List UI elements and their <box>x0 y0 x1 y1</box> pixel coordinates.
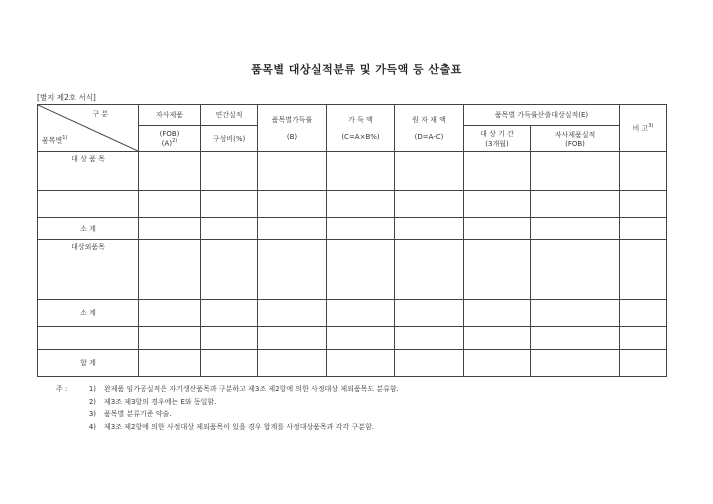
table-cell[interactable] <box>620 327 667 350</box>
table-cell[interactable] <box>139 152 201 191</box>
table-cell[interactable] <box>201 152 258 191</box>
header-own-performance: 자사제품실적 (FOB) <box>531 126 620 152</box>
table-cell[interactable] <box>531 300 620 327</box>
table-cell[interactable] <box>531 240 620 300</box>
table-cell[interactable] <box>620 240 667 300</box>
form-number: [별지 제2호 서식] <box>37 93 96 102</box>
footnote-head: 주 : <box>56 385 68 393</box>
footnote-text: 제3조 제2항에 의한 사정대상 제외품목이 있을 경우 합계를 사정대상품목과 각각 구분함. <box>104 422 375 431</box>
header-remarks: 비 고$^{3)}$ <box>620 105 667 152</box>
header-item-rate: 품목별가득률 (B) <box>258 105 327 152</box>
header-category: 구 분 <box>92 110 108 118</box>
table-cell[interactable] <box>531 218 620 240</box>
table-cell[interactable] <box>258 240 327 300</box>
table-cell[interactable] <box>258 350 327 377</box>
row-target-items-label: 대 상 품 목 <box>38 152 139 191</box>
header-composition: 구성비(%) <box>201 126 258 152</box>
table-cell[interactable] <box>620 300 667 327</box>
footnote-number: 2) <box>88 397 96 406</box>
header-target-period: 대 상 기 간 (3개월) <box>464 126 531 152</box>
header-own-products: 자사제품 <box>139 105 201 126</box>
table-cell[interactable] <box>139 350 201 377</box>
table-cell[interactable] <box>327 300 395 327</box>
table-cell[interactable] <box>395 300 464 327</box>
table-cell[interactable] <box>464 327 531 350</box>
row-non-target-items-label: 대상외품목 <box>38 240 139 300</box>
table-cell[interactable] <box>464 300 531 327</box>
table-cell[interactable] <box>258 327 327 350</box>
table-cell[interactable] <box>620 350 667 377</box>
table-cell[interactable] <box>327 327 395 350</box>
row-total-label: 합 계 <box>38 350 139 377</box>
table-cell[interactable] <box>327 350 395 377</box>
table-cell[interactable] <box>258 300 327 327</box>
table-cell[interactable] <box>201 218 258 240</box>
table-cell[interactable] <box>395 327 464 350</box>
header-item: 품목별$^{1)}$ <box>42 134 68 144</box>
header-own-products-fob: (FOB) $(A)^{2)}$ <box>139 126 201 152</box>
footnote-text: 품목별 분류기준 약술. <box>104 410 172 418</box>
table-cell[interactable] <box>139 218 201 240</box>
footnote-number: 4) <box>88 422 96 431</box>
table-cell[interactable] <box>620 218 667 240</box>
header-corner-cell <box>38 105 139 152</box>
table-cell[interactable] <box>464 218 531 240</box>
header-material-amount: 원 자 재 액 (D=A-C) <box>395 105 464 152</box>
row-subtotal-label: 소 계 <box>38 218 139 240</box>
table-cell[interactable] <box>201 191 258 218</box>
table-cell[interactable] <box>201 240 258 300</box>
table-cell[interactable] <box>531 327 620 350</box>
header-annual-performance: 연간실적 <box>201 105 258 126</box>
table-cell[interactable] <box>395 240 464 300</box>
table-cell[interactable] <box>139 327 201 350</box>
table-cell[interactable] <box>327 218 395 240</box>
footnote-number: 1) <box>88 385 96 393</box>
table-cell[interactable] <box>464 350 531 377</box>
row-blank-label <box>38 327 139 350</box>
table-cell[interactable] <box>258 191 327 218</box>
page-title: 품목별 대상실적분류 및 가득액 등 산출표 <box>251 63 462 76</box>
footnote-text: 제3조 제3항의 경우에는 E와 동일함. <box>104 397 217 406</box>
table-cell[interactable] <box>620 191 667 218</box>
table-cell[interactable] <box>620 152 667 191</box>
table-cell[interactable] <box>531 152 620 191</box>
footnote-number: 3) <box>88 410 96 418</box>
table-cell[interactable] <box>531 350 620 377</box>
table-cell[interactable] <box>201 327 258 350</box>
table-cell[interactable] <box>327 240 395 300</box>
table-cell[interactable] <box>258 152 327 191</box>
table-cell[interactable] <box>139 191 201 218</box>
header-target-performance: 품목별 가득률산출대상실적(E) <box>464 105 620 126</box>
table-cell[interactable] <box>464 152 531 191</box>
row-blank-label <box>38 191 139 218</box>
table-cell[interactable] <box>531 191 620 218</box>
table-cell[interactable] <box>395 191 464 218</box>
table-cell[interactable] <box>464 240 531 300</box>
table-cell[interactable] <box>139 240 201 300</box>
table-cell[interactable] <box>395 350 464 377</box>
calculation-table <box>37 104 667 377</box>
table-cell[interactable] <box>139 300 201 327</box>
table-cell[interactable] <box>464 191 531 218</box>
footnote-text: 완제품 임가공실적은 자기생산품목과 구분하고 제3조 제2항에 의한 사정대상 제외품목도 분류함. <box>104 385 399 393</box>
table-cell[interactable] <box>395 152 464 191</box>
footnotes <box>56 383 399 433</box>
table-cell[interactable] <box>327 191 395 218</box>
table-cell[interactable] <box>327 152 395 191</box>
table-cell[interactable] <box>201 300 258 327</box>
table-cell[interactable] <box>201 350 258 377</box>
table-cell[interactable] <box>258 218 327 240</box>
header-earned-amount: 가 득 액 (C=A×B%) <box>327 105 395 152</box>
table-cell[interactable] <box>395 218 464 240</box>
row-subtotal-label: 소 계 <box>38 300 139 327</box>
